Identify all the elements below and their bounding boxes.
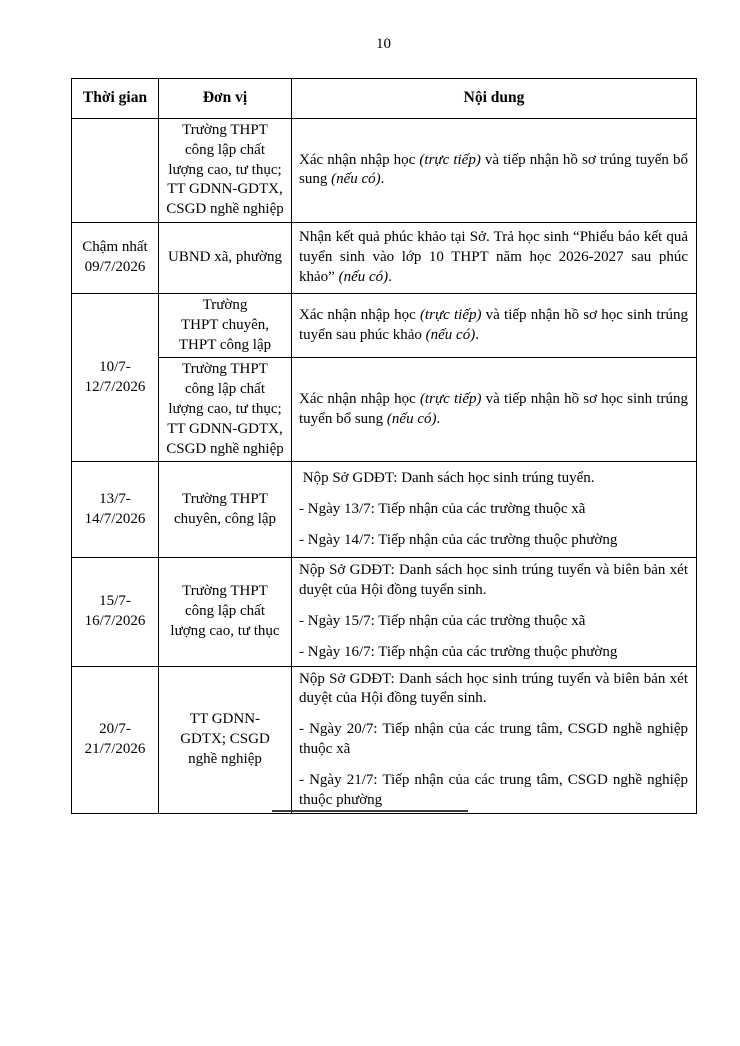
content-paragraph <box>299 228 688 287</box>
content-paragraph <box>299 612 688 632</box>
content-paragraph <box>299 390 688 430</box>
text-segment: và tiếp nhận hồ sơ học sinh trúng tuyển bổ sung <box>299 391 688 427</box>
text-segment: Nộp Sở GDĐT: Danh sách học sinh trúng tuyển và biên bản xét duyệt của Hội đồng tuyển sinh. <box>299 562 688 599</box>
content-paragraph <box>299 469 688 489</box>
unit-cell: UBND xã, phường <box>159 222 292 293</box>
text-segment: Nhận kết quả phúc khảo tại Sở. Trả học sinh “Phiếu báo kết quả tuyển sinh vào lớp 10 THPT năm học 2026-2027 sau phúc khảo” <box>299 229 688 285</box>
text-segment: (trực tiếp) <box>419 306 482 323</box>
time-cell <box>72 119 159 223</box>
text-segment: Nộp Sở GDĐT: Danh sách học sinh trúng tuyển. <box>299 470 595 487</box>
time-cell: 10/7- 12/7/2026 <box>72 293 159 461</box>
content-cell <box>292 558 697 666</box>
time-cell: 15/7- 16/7/2026 <box>72 558 159 666</box>
content-paragraph <box>299 720 688 760</box>
table-header <box>72 79 697 119</box>
header-unit: Đơn vị <box>159 79 292 119</box>
text-segment: (nếu có) <box>338 268 389 285</box>
page-number: 10 <box>376 36 391 52</box>
text-segment: . <box>475 326 479 343</box>
text-segment: - Ngày 14/7: Tiếp nhận của các trường thuộc phường <box>299 531 618 548</box>
text-segment: Nộp Sở GDĐT: Danh sách học sinh trúng tuyển và biên bản xét duyệt của Hội đồng tuyển sinh. <box>299 670 688 707</box>
content-paragraph <box>299 771 688 811</box>
text-segment: - Ngày 21/7: Tiếp nhận của các trung tâm, CSGD nghề nghiệp thuộc phường <box>299 771 688 808</box>
table-row <box>72 558 697 666</box>
time-cell: 20/7- 21/7/2026 <box>72 666 159 814</box>
text-segment: (nếu có) <box>386 410 437 427</box>
text-segment: Xác nhận nhập học <box>299 151 420 168</box>
content-cell <box>292 119 697 223</box>
header-time: Thời gian <box>72 79 159 119</box>
content-cell <box>292 222 697 293</box>
table-row <box>72 293 697 357</box>
content-paragraph <box>299 561 688 601</box>
unit-cell: TT GDNN- GDTX; CSGD nghề nghiệp <box>159 666 292 814</box>
text-segment: (trực tiếp) <box>419 151 481 168</box>
text-segment: - Ngày 16/7: Tiếp nhận của các trường thuộc phường <box>299 643 618 660</box>
text-segment: - Ngày 15/7: Tiếp nhận của các trường thuộc xã <box>299 612 586 629</box>
text-segment: (trực tiếp) <box>419 391 482 408</box>
closing-divider-line <box>272 810 468 812</box>
text-segment: và tiếp nhận hồ sơ trúng tuyển bổ sung <box>299 151 688 188</box>
text-segment: và tiếp nhận hồ sơ học sinh trúng tuyển sau phúc khảo <box>299 306 688 343</box>
text-segment: . <box>388 268 392 285</box>
content-paragraph <box>299 643 688 663</box>
table-row <box>72 358 697 462</box>
table-row <box>72 666 697 814</box>
content-paragraph <box>299 500 688 520</box>
content-paragraph <box>299 670 688 710</box>
header-row <box>72 79 697 119</box>
text-segment: (nếu có) <box>425 326 476 343</box>
unit-cell: Trường THPT chuyên, THPT công lập <box>159 293 292 357</box>
header-content: Nội dung <box>292 79 697 119</box>
text-segment: Xác nhận nhập học <box>299 391 420 408</box>
text-segment: . <box>436 410 441 427</box>
unit-cell: Trường THPT chuyên, công lập <box>159 462 292 558</box>
time-cell: Chậm nhất 09/7/2026 <box>72 222 159 293</box>
content-paragraph <box>299 531 688 551</box>
content-cell <box>292 462 697 558</box>
table-body <box>72 119 697 814</box>
unit-cell: Trường THPT công lập chất lượng cao, tư thục; TT GDNN-GDTX, CSGD nghề nghiệp <box>159 119 292 223</box>
content-paragraph <box>299 306 688 346</box>
text-segment: . <box>380 171 385 188</box>
content-paragraph <box>299 151 688 191</box>
table-row <box>72 222 697 293</box>
unit-cell: Trường THPT công lập chất lượng cao, tư thục <box>159 558 292 666</box>
table-row <box>72 119 697 223</box>
text-segment: - Ngày 20/7: Tiếp nhận của các trung tâm, CSGD nghề nghiệp thuộc xã <box>299 721 688 757</box>
text-segment: - Ngày 13/7: Tiếp nhận của các trường thuộc xã <box>299 500 586 517</box>
content-cell <box>292 666 697 814</box>
text-segment: (nếu có) <box>331 171 381 188</box>
content-cell <box>292 293 697 357</box>
admission-schedule-table <box>71 78 697 814</box>
content-cell <box>292 358 697 462</box>
text-segment: Xác nhận nhập học <box>299 306 420 323</box>
unit-cell: Trường THPT công lập chất lượng cao, tư thục; TT GDNN-GDTX, CSGD nghề nghiệp <box>159 358 292 462</box>
table-row <box>72 462 697 558</box>
time-cell: 13/7- 14/7/2026 <box>72 462 159 558</box>
